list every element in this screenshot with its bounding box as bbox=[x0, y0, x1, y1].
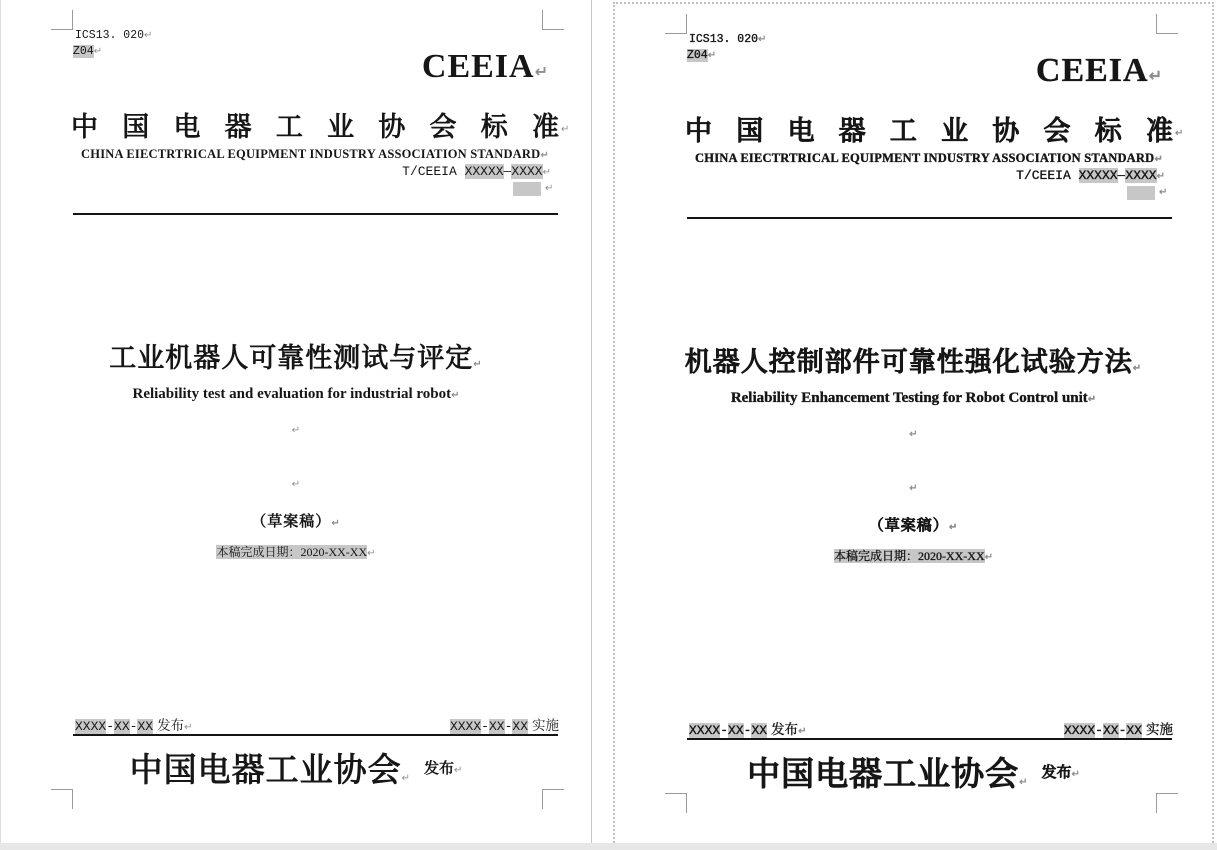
document-title-en bbox=[1, 386, 591, 403]
paragraph-mark: ↵ bbox=[1132, 363, 1143, 374]
footer-divider-rule bbox=[687, 738, 1172, 740]
paragraph-mark: ↵ bbox=[367, 548, 376, 559]
association-standard-heading-cn: 中 国 电 器 工 业 协 会 标 准 bbox=[685, 116, 1173, 146]
paragraph-mark: ↵ bbox=[1071, 769, 1080, 780]
document-title-en bbox=[615, 390, 1212, 407]
empty-paragraph-mark: ↵ bbox=[291, 479, 301, 490]
document-title-en-text: Reliability test and evaluation for industrial robot bbox=[132, 386, 452, 402]
document-title-cn-text: 工业机器人可靠性测试与评定 bbox=[109, 343, 474, 373]
impl-month: XX bbox=[488, 719, 505, 734]
doc-class-code bbox=[687, 49, 716, 62]
draft-status-text: （草案稿） bbox=[251, 514, 332, 530]
cover-page-2 bbox=[613, 2, 1214, 847]
draft-completion-date-text: 本稿完成日期：2020-XX-XX bbox=[833, 549, 985, 563]
paragraph-mark: ↵ bbox=[707, 50, 717, 61]
header-divider-rule bbox=[687, 217, 1172, 219]
date-dash: - bbox=[1095, 723, 1103, 738]
issue-year: XXXX bbox=[75, 719, 107, 734]
impl-label: 实施 bbox=[1146, 722, 1173, 737]
paragraph-mark: ↵ bbox=[1148, 66, 1163, 85]
paragraph-mark: ↵ bbox=[1087, 394, 1097, 405]
paragraph-mark: ↵ bbox=[451, 390, 460, 401]
text-boundary-mark-bottom-right bbox=[1156, 793, 1178, 813]
paragraph-mark: ↵ bbox=[1159, 187, 1168, 198]
doc-class-text: Z04 bbox=[73, 45, 94, 58]
issue-label: 发布 bbox=[157, 718, 185, 733]
ceeia-logo-text: CEEIA bbox=[421, 48, 535, 85]
ceeia-logo bbox=[815, 52, 1163, 90]
standard-number-prefix: T/CEEIA bbox=[402, 164, 465, 179]
date-dash: - bbox=[504, 719, 513, 734]
paragraph-mark: ↵ bbox=[948, 522, 959, 533]
paragraph-mark: ↵ bbox=[473, 359, 483, 370]
text-boundary-mark-top-right bbox=[1156, 14, 1178, 34]
publisher-name-text: 中国电器工业协会 bbox=[747, 757, 1020, 793]
paragraph-mark: ↵ bbox=[1175, 128, 1184, 139]
impl-month: XX bbox=[1102, 723, 1119, 738]
date-dash: - bbox=[129, 719, 138, 734]
publish-action-text: 发布 bbox=[1041, 765, 1072, 781]
date-dash: - bbox=[106, 719, 115, 734]
impl-year: XXXX bbox=[449, 719, 482, 734]
impl-day: XX bbox=[1126, 723, 1142, 738]
paragraph-mark: ↵ bbox=[93, 46, 103, 57]
standard-number bbox=[815, 168, 1165, 183]
paragraph-mark: ↵ bbox=[144, 30, 153, 41]
issue-date-line bbox=[75, 714, 192, 735]
standard-number-placeholder-2: XXXX bbox=[511, 164, 543, 179]
ics-code-text: ICS13. 020 bbox=[75, 29, 145, 42]
implementation-date-line bbox=[301, 714, 559, 735]
paragraph-mark: ↵ bbox=[540, 150, 549, 161]
association-standard-heading-en bbox=[685, 151, 1173, 166]
text-boundary-mark-bottom-right bbox=[542, 789, 564, 809]
publish-action-text: 发布 bbox=[423, 761, 454, 777]
issue-date-line bbox=[689, 718, 806, 739]
issue-year: XXXX bbox=[689, 723, 721, 738]
issue-month: XX bbox=[114, 719, 130, 734]
draft-status-text: （草案稿） bbox=[868, 518, 949, 534]
paragraph-mark: ↵ bbox=[184, 722, 193, 733]
association-standard-heading-en-text: CHINA EIECTRTRICAL EQUIPMENT INDUSTRY ASSOCIATION STANDARD bbox=[81, 147, 541, 161]
issue-label: 发布 bbox=[771, 722, 799, 737]
paragraph-mark: ↵ bbox=[331, 518, 341, 529]
empty-paragraph-mark: ↵ bbox=[909, 429, 918, 440]
document-title-cn bbox=[615, 340, 1212, 379]
ceeia-logo bbox=[201, 48, 549, 86]
ics-code-text: ICS13. 020 bbox=[689, 33, 759, 46]
header-divider-rule bbox=[73, 213, 558, 215]
publisher-name bbox=[130, 744, 410, 791]
publish-action bbox=[1041, 761, 1079, 782]
standard-number-dash: — bbox=[1117, 168, 1126, 183]
paragraph-mark: ↵ bbox=[1154, 154, 1163, 165]
text-boundary-mark-top-right bbox=[542, 10, 564, 30]
publisher-line bbox=[615, 748, 1212, 795]
association-standard-heading-en-text: CHINA EIECTRTRICAL EQUIPMENT INDUSTRY ASSOCIATION STANDARD bbox=[695, 151, 1155, 165]
paragraph-mark: ↵ bbox=[542, 167, 551, 178]
document-title-cn bbox=[1, 336, 591, 375]
issue-month: XX bbox=[728, 723, 744, 738]
impl-year: XXXX bbox=[1063, 723, 1096, 738]
paragraph-mark: ↵ bbox=[1019, 777, 1028, 788]
draft-completion-date bbox=[1, 543, 591, 560]
paragraph-mark: ↵ bbox=[984, 552, 994, 563]
draft-completion-date bbox=[615, 547, 1212, 564]
association-standard-heading-cn: 中 国 电 器 工 业 协 会 标 准 bbox=[71, 112, 559, 142]
standard-number bbox=[201, 164, 551, 179]
ceeia-logo-text: CEEIA bbox=[1035, 52, 1149, 89]
desk-background-strip bbox=[0, 843, 1217, 850]
draft-status-label bbox=[1, 510, 591, 531]
paragraph-mark: ↵ bbox=[758, 34, 767, 45]
date-dash: - bbox=[720, 723, 729, 738]
text-boundary-mark-top-left bbox=[665, 14, 687, 34]
empty-paragraph-mark: ↵ bbox=[291, 425, 301, 436]
publisher-name bbox=[747, 748, 1027, 795]
publisher-line bbox=[1, 744, 591, 791]
doc-class-text: Z04 bbox=[687, 49, 708, 62]
impl-day: XX bbox=[512, 719, 528, 734]
empty-paragraph-mark: ↵ bbox=[909, 483, 918, 494]
document-title-cn-text: 机器人控制部件可靠性强化试验方法 bbox=[684, 347, 1133, 377]
text-boundary-mark-top-left bbox=[51, 10, 73, 30]
publisher-name-text: 中国电器工业协会 bbox=[129, 753, 402, 789]
date-dash: - bbox=[1118, 723, 1127, 738]
paragraph-mark: ↵ bbox=[545, 183, 554, 194]
standard-number-prefix: T/CEEIA bbox=[1016, 168, 1079, 183]
highlighted-blank-field bbox=[1127, 186, 1155, 200]
ics-code bbox=[75, 29, 152, 42]
standard-number-placeholder-1: XXXXX bbox=[1078, 168, 1118, 183]
paragraph-mark: ↵ bbox=[534, 62, 549, 81]
doc-class-code bbox=[73, 45, 102, 58]
draft-completion-date-text: 本稿完成日期：2020-XX-XX bbox=[216, 545, 368, 559]
paragraph-mark: ↵ bbox=[798, 726, 807, 737]
paragraph-mark: ↵ bbox=[1156, 171, 1165, 182]
text-boundary-mark-bottom-left bbox=[665, 793, 687, 813]
impl-label: 实施 bbox=[532, 718, 559, 733]
paragraph-mark: ↵ bbox=[454, 765, 463, 776]
issue-day: XX bbox=[137, 719, 154, 734]
document-title-en-text: Reliability Enhancement Testing for Robot Control unit bbox=[730, 390, 1088, 406]
ics-code bbox=[689, 33, 766, 46]
text-boundary-mark-bottom-left bbox=[51, 789, 73, 809]
issue-day: XX bbox=[751, 723, 768, 738]
standard-number-dash: — bbox=[503, 164, 512, 179]
paragraph-mark: ↵ bbox=[561, 124, 570, 135]
date-dash: - bbox=[481, 719, 489, 734]
association-standard-heading-en bbox=[71, 147, 559, 162]
cover-page-1 bbox=[0, 0, 592, 844]
implementation-date-line bbox=[915, 718, 1173, 739]
date-dash: - bbox=[743, 723, 752, 738]
standard-number-placeholder-1: XXXXX bbox=[464, 164, 504, 179]
publish-action bbox=[424, 757, 462, 778]
highlighted-blank-field bbox=[513, 182, 541, 196]
paragraph-mark: ↵ bbox=[401, 773, 410, 784]
standard-number-placeholder-2: XXXX bbox=[1125, 168, 1157, 183]
footer-divider-rule bbox=[73, 734, 558, 736]
draft-status-label bbox=[615, 514, 1212, 535]
